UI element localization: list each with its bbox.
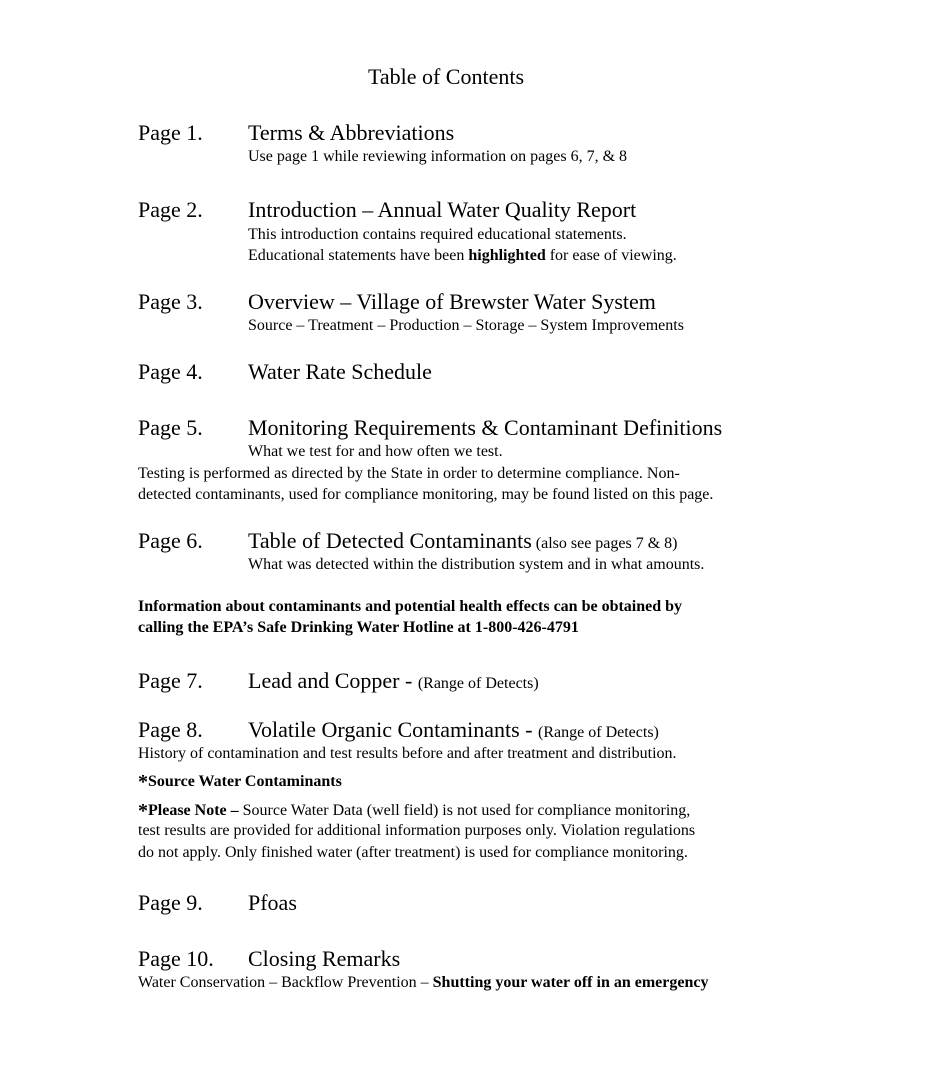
toc-page-number: Page 3.: [138, 289, 203, 314]
toc-description: Testing is performed as directed by the State in order to determine compliance. Non-: [138, 465, 680, 482]
toc-heading: Overview – Village of Brewster Water System: [248, 289, 656, 314]
toc-page-number: Page 10.: [138, 946, 214, 971]
toc-heading: Closing Remarks: [248, 946, 401, 971]
toc-heading: Terms & Abbreviations: [248, 120, 455, 145]
heading-text: Table of Detected Contaminants: [248, 528, 532, 553]
toc-heading: [248, 668, 539, 694]
source-water-note: do not apply. Only finished water (after treatment) is used for compliance monitoring.: [138, 844, 688, 861]
text-run: Educational statements have been: [248, 247, 469, 264]
text-run: Water Conservation – Backflow Prevention –: [138, 974, 433, 991]
toc-page-number: Page 2.: [138, 197, 203, 222]
toc-description: [248, 247, 677, 265]
toc-description: History of contamination and test results before and after treatment and distribution.: [138, 745, 677, 762]
toc-heading: Pfoas: [248, 890, 297, 915]
heading-note: (Range of Detects): [417, 675, 539, 692]
toc-description: This introduction contains required educational statements.: [248, 226, 627, 243]
source-water-note: [138, 800, 690, 823]
toc-page-number: Page 5.: [138, 415, 203, 440]
toc-heading: Water Rate Schedule: [248, 359, 432, 384]
toc-page-number: Page 4.: [138, 359, 203, 384]
source-water-note: test results are provided for additional information purposes only. Violation regulations: [138, 822, 696, 839]
note-text: Source Water Data (well field) is not used for compliance monitoring,: [238, 802, 691, 819]
heading-note: (Range of Detects): [538, 724, 659, 741]
label-text: Source Water Contaminants: [148, 773, 342, 790]
bold-text: Shutting your water off in an emergency: [432, 974, 709, 991]
toc-description: Use page 1 while reviewing information on pages 6, 7, & 8: [248, 148, 628, 165]
heading-text: Volatile Organic Contaminants -: [248, 717, 539, 742]
asterisk-icon: *: [138, 771, 148, 793]
highlighted-word: highlighted: [468, 247, 546, 264]
toc-page-number: Page 9.: [138, 890, 203, 915]
toc-page-number: Page 1.: [138, 120, 203, 145]
heading-note: (also see pages 7 & 8): [531, 535, 678, 552]
asterisk-icon: *: [138, 800, 148, 822]
toc-description: What was detected within the distribution system and in what amounts.: [248, 556, 705, 573]
toc-description: [138, 974, 708, 992]
page-title: Table of Contents: [367, 64, 525, 89]
heading-text: Lead and Copper -: [248, 668, 418, 693]
toc-page-number: Page 6.: [138, 528, 203, 553]
toc-page-number: Page 8.: [138, 717, 203, 742]
epa-notice: Information about contaminants and potential health effects can be obtained by: [138, 598, 683, 615]
toc-description: What we test for and how often we test.: [248, 443, 503, 460]
toc-description: detected contaminants, used for compliance monitoring, may be found listed on this page.: [138, 486, 714, 503]
toc-page-number: Page 7.: [138, 668, 203, 693]
toc-heading: [248, 717, 659, 743]
epa-notice: calling the EPA’s Safe Drinking Water Hotline at 1-800-426-4791: [138, 619, 579, 636]
toc-heading: Introduction – Annual Water Quality Report: [248, 197, 637, 222]
text-run: for ease of viewing.: [545, 247, 677, 264]
toc-heading: [248, 528, 678, 554]
source-water-label: [138, 771, 342, 794]
note-label: Please Note –: [148, 802, 239, 819]
toc-heading: Monitoring Requirements & Contaminant Definitions: [248, 415, 723, 440]
toc-description: Source – Treatment – Production – Storage – System Improvements: [248, 317, 684, 334]
